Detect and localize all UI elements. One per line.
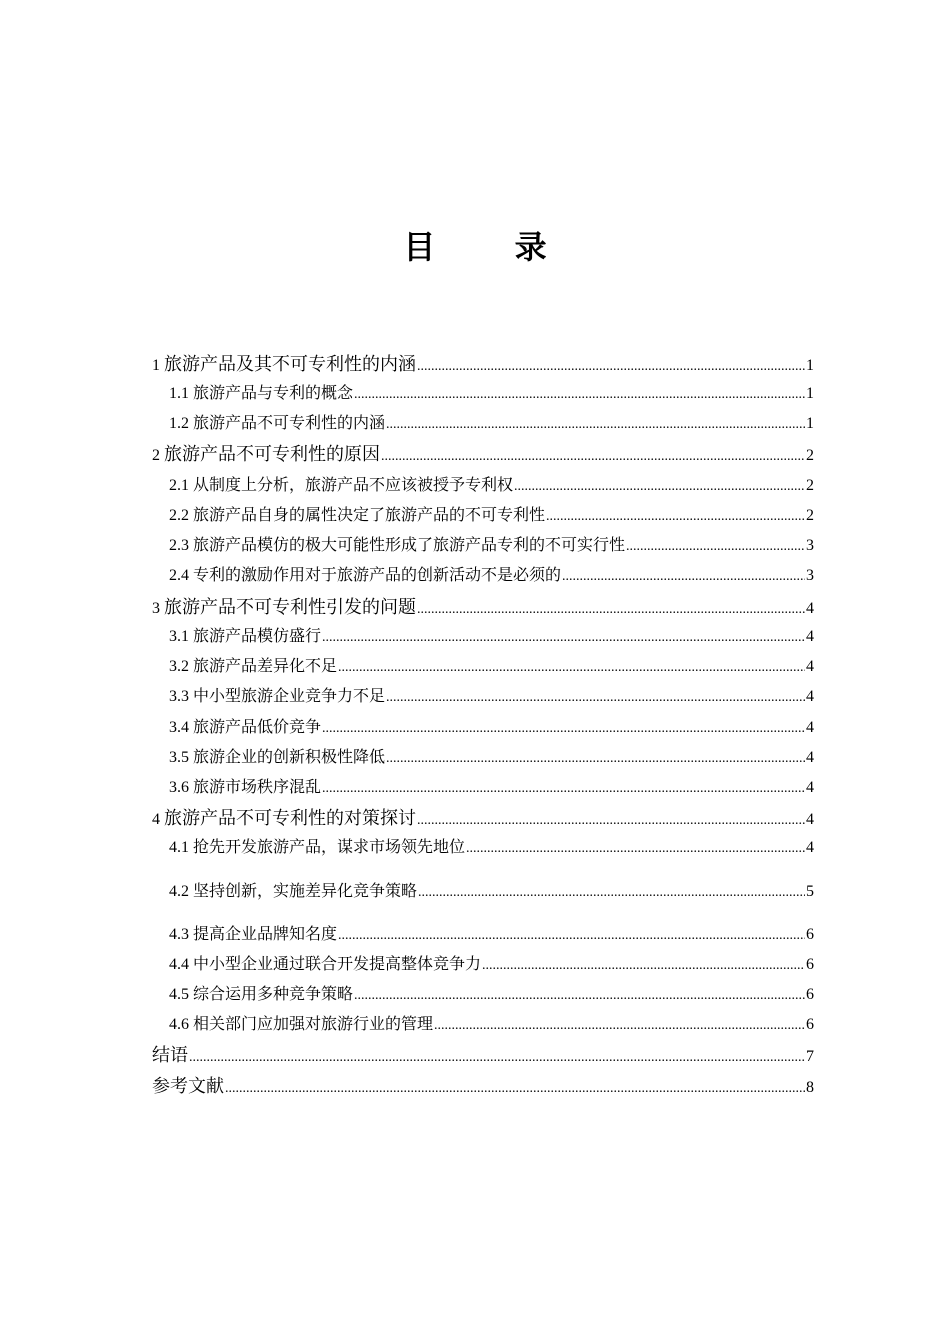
toc-leader-dots — [338, 658, 805, 676]
toc-entry[interactable] — [152, 593, 814, 619]
toc-entry-title: 旅游产品自身的属性决定了旅游产品的不可专利性 — [193, 507, 546, 524]
toc-leader-dots — [417, 354, 805, 375]
toc-entry[interactable] — [152, 1041, 814, 1067]
toc-entry-title: 旅游产品不可专利性的对策探讨 — [164, 808, 416, 829]
toc-entry[interactable] — [152, 623, 814, 646]
toc-entry-page: 8 — [806, 1079, 814, 1096]
toc-entry-page: 4 — [806, 658, 814, 675]
toc-entry-number: 3.4 — [169, 719, 189, 736]
toc-leader-dots — [417, 597, 805, 618]
toc-entry-number: 2 — [152, 447, 160, 464]
toc-entry-title: 旅游产品模仿的极大可能性形成了旅游产品专利的不可实行性 — [193, 537, 626, 554]
toc-entry-title: 旅游产品及其不可专利性的内涵 — [164, 354, 416, 375]
toc-entry[interactable] — [152, 951, 814, 974]
toc-entry-number: 2.2 — [169, 507, 189, 524]
toc-entry-number: 3.5 — [169, 749, 189, 766]
toc-entry-title: 综合运用多种竞争策略 — [193, 986, 354, 1003]
toc-entry-number: 3.1 — [169, 628, 189, 645]
toc-leader-dots — [338, 926, 805, 944]
toc-entry-title: 中小型企业通过联合开发提高整体竞争力 — [193, 956, 482, 973]
toc-entry-page: 2 — [806, 447, 814, 464]
toc-entry-page: 4 — [806, 719, 814, 736]
toc-leader-dots — [386, 749, 805, 767]
toc-entry[interactable] — [152, 410, 814, 433]
toc-entry[interactable] — [152, 653, 814, 676]
toc-entry-title: 旅游市场秩序混乱 — [193, 779, 322, 796]
toc-entry[interactable] — [152, 683, 814, 706]
toc-leader-dots — [354, 385, 805, 403]
toc-entry-title: 旅游产品模仿盛行 — [193, 628, 322, 645]
toc-entry-number: 4.5 — [169, 986, 189, 1003]
toc-entry-number: 3.6 — [169, 779, 189, 796]
toc-entry-title: 专利的激励作用对于旅游产品的创新活动不是必须的 — [193, 567, 562, 584]
toc-entry-page: 3 — [806, 567, 814, 584]
toc-entry-title: 旅游企业的创新积极性降低 — [193, 749, 386, 766]
toc-entry-page: 2 — [806, 507, 814, 524]
toc-entry[interactable] — [152, 714, 814, 737]
toc-entry-page: 3 — [806, 537, 814, 554]
toc-entry-page: 5 — [806, 883, 814, 900]
toc-entry-page: 1 — [806, 357, 814, 374]
toc-leader-dots — [354, 986, 805, 1004]
toc-leader-dots — [514, 477, 805, 495]
toc-leader-dots — [434, 1016, 805, 1034]
toc-entry[interactable] — [152, 1011, 814, 1034]
toc-entry-title: 旅游产品低价竞争 — [193, 719, 322, 736]
toc-entry-number: 3.2 — [169, 658, 189, 675]
toc-entry-title: 参考文献 — [152, 1076, 224, 1097]
toc-entry-number: 2.4 — [169, 567, 189, 584]
toc-entry-page: 4 — [806, 600, 814, 617]
toc-entry-page: 7 — [806, 1048, 814, 1065]
toc-entry-page: 6 — [806, 1016, 814, 1033]
toc-entry-page: 6 — [806, 926, 814, 943]
toc-leader-dots — [381, 444, 805, 465]
toc-entry-title: 旅游产品差异化不足 — [193, 658, 338, 675]
toc-entry-number: 4 — [152, 811, 160, 828]
toc-entry-page: 1 — [806, 385, 814, 402]
toc-entry-number: 3.3 — [169, 688, 189, 705]
toc-entry-number: 1.2 — [169, 415, 189, 432]
toc-entry-number: 4.3 — [169, 926, 189, 943]
toc-entry-title: 抢先开发旅游产品，谋求市场领先地位 — [193, 839, 466, 856]
toc-entry-page: 1 — [806, 415, 814, 432]
toc-leader-dots — [417, 808, 805, 829]
page-title: 目 录 — [403, 228, 581, 266]
toc-entry[interactable] — [152, 502, 814, 525]
toc-entry-page: 4 — [806, 779, 814, 796]
toc-entry[interactable] — [152, 1072, 814, 1098]
toc-entry-title: 从制度上分析，旅游产品不应该被授予专利权 — [193, 477, 514, 494]
toc-entry-title: 旅游产品不可专利性引发的问题 — [164, 597, 416, 618]
toc-leader-dots — [546, 507, 805, 525]
toc-entry-page: 4 — [806, 749, 814, 766]
toc-entry-page: 6 — [806, 956, 814, 973]
toc-leader-dots — [466, 839, 805, 857]
toc-entry-title: 相关部门应加强对旅游行业的管理 — [193, 1016, 434, 1033]
toc-entry-page: 6 — [806, 986, 814, 1003]
toc-entry-page: 2 — [806, 477, 814, 494]
toc-entry-page: 4 — [806, 628, 814, 645]
toc-entry-title: 中小型旅游企业竞争力不足 — [193, 688, 386, 705]
toc-leader-dots — [189, 1045, 805, 1066]
toc-entry[interactable] — [152, 472, 814, 495]
toc-entry-title: 坚持创新，实施差异化竞争策略 — [193, 883, 418, 900]
toc-entry-number: 4.1 — [169, 839, 189, 856]
toc-entry-page: 4 — [806, 688, 814, 705]
toc-entry[interactable] — [152, 774, 814, 797]
toc-entry-page: 4 — [806, 811, 814, 828]
toc-leader-dots — [322, 779, 805, 797]
toc-entry-title: 旅游产品不可专利性的内涵 — [193, 415, 386, 432]
toc-entry-title: 提高企业品牌知名度 — [193, 926, 338, 943]
toc-entry-title: 旅游产品与专利的概念 — [193, 385, 354, 402]
toc-leader-dots — [482, 956, 805, 974]
toc-entry-number: 4.4 — [169, 956, 189, 973]
toc-entry-number: 4.2 — [169, 883, 189, 900]
toc-entry[interactable] — [152, 380, 814, 403]
toc-entry[interactable] — [152, 350, 814, 376]
toc-entry-title: 旅游产品不可专利性的原因 — [164, 444, 380, 465]
toc-entry[interactable] — [152, 878, 814, 901]
toc-leader-dots — [225, 1076, 805, 1097]
toc-leader-dots — [386, 415, 805, 433]
toc-entry-number: 1.1 — [169, 385, 189, 402]
toc-entry[interactable] — [152, 744, 814, 767]
toc-leader-dots — [626, 537, 805, 555]
toc-entry[interactable] — [152, 562, 814, 585]
toc-entry-page: 4 — [806, 839, 814, 856]
toc-entry[interactable] — [152, 981, 814, 1004]
toc-entry-title: 结语 — [152, 1045, 188, 1066]
toc-leader-dots — [562, 567, 805, 585]
toc-entry-number: 2.3 — [169, 537, 189, 554]
toc-entry[interactable] — [152, 834, 814, 857]
toc-entry[interactable] — [152, 804, 814, 830]
toc-leader-dots — [418, 883, 805, 901]
toc-leader-dots — [386, 688, 805, 706]
toc-leader-dots — [322, 719, 805, 737]
toc-entry[interactable] — [152, 532, 814, 555]
toc-entry-number: 3 — [152, 600, 160, 617]
toc-entry-number: 2.1 — [169, 477, 189, 494]
toc-entry-number: 1 — [152, 357, 160, 374]
toc-entry[interactable] — [152, 440, 814, 466]
toc-entry-number: 4.6 — [169, 1016, 189, 1033]
toc-entry[interactable] — [152, 921, 814, 944]
toc-leader-dots — [322, 628, 805, 646]
